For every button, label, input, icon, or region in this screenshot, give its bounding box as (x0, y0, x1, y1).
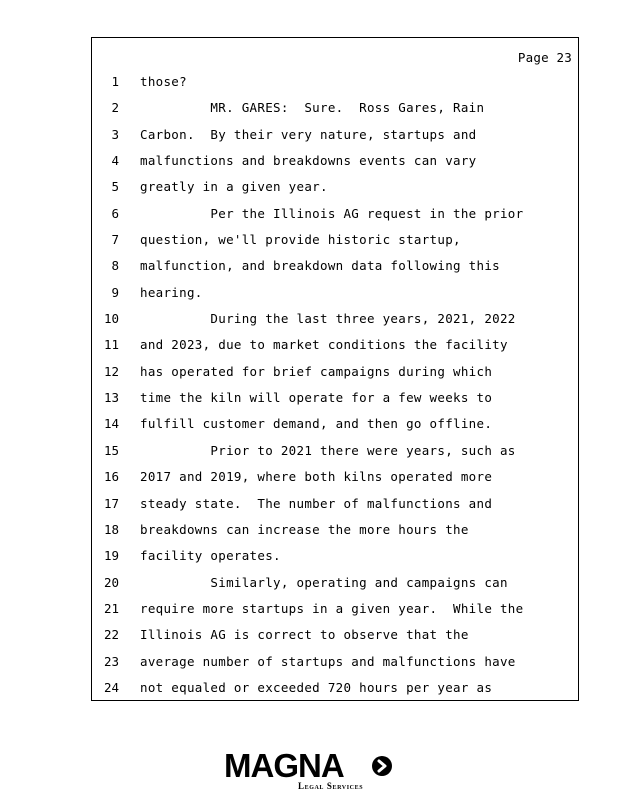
line-number: 10 (103, 311, 119, 327)
transcript-line (92, 230, 578, 256)
line-text: require more startups in a given year. While the (140, 600, 524, 616)
transcript-line (92, 72, 578, 98)
transcript-line (92, 625, 578, 651)
chevron-right-circle-icon (371, 755, 393, 777)
line-text: malfunctions and breakdowns events can vary (140, 153, 477, 169)
line-number: 8 (111, 258, 119, 274)
line-number: 23 (103, 653, 119, 669)
transcript-line (92, 546, 578, 572)
transcript-line (92, 204, 578, 230)
page-number: Page 23 (517, 50, 572, 65)
line-number: 19 (103, 548, 119, 564)
transcript-line (92, 335, 578, 361)
line-text: breakdowns can increase the more hours the (140, 521, 469, 537)
line-number: 21 (103, 600, 119, 616)
transcript-lines (92, 72, 578, 704)
transcript-line (92, 467, 578, 493)
line-text: average number of startups and malfunctions have (140, 653, 516, 669)
line-number: 17 (103, 495, 119, 511)
transcript-line (92, 309, 578, 335)
line-text: those? (140, 74, 187, 89)
transcript-line (92, 256, 578, 282)
line-text: not equaled or exceeded 720 hours per year as (140, 679, 493, 695)
logo-subtitle: Legal Services (298, 781, 364, 791)
magna-logo (224, 748, 394, 794)
transcript-line (92, 599, 578, 625)
line-text: fulfill customer demand, and then go offline. (140, 416, 493, 432)
line-text: Prior to 2021 there were years, such as (140, 442, 516, 458)
line-number: 3 (111, 126, 119, 142)
line-text: question, we'll provide historic startup, (140, 232, 461, 248)
transcript-page (91, 37, 579, 701)
line-text: Carbon. By their very nature, startups and (140, 126, 477, 142)
line-text: MR. GARES: Sure. Ross Gares, Rain (140, 100, 485, 116)
line-text: Per the Illinois AG request in the prior (140, 205, 524, 221)
line-number: 22 (103, 627, 119, 643)
line-number: 20 (103, 574, 119, 590)
line-text: hearing. (140, 284, 203, 300)
line-text: malfunction, and breakdown data following this (140, 258, 500, 274)
line-number: 4 (111, 153, 119, 169)
transcript-line (92, 678, 578, 704)
line-text: has operated for brief campaigns during which (140, 363, 493, 379)
line-text: facility operates. (140, 548, 281, 564)
transcript-line (92, 125, 578, 151)
line-text: During the last three years, 2021, 2022 (140, 311, 516, 327)
line-text: Similarly, operating and campaigns can (140, 574, 508, 590)
transcript-line (92, 388, 578, 414)
line-number: 12 (103, 363, 119, 379)
line-number: 6 (111, 205, 119, 221)
transcript-line (92, 177, 578, 203)
transcript-line (92, 520, 578, 546)
transcript-line (92, 151, 578, 177)
transcript-line (92, 441, 578, 467)
line-text: greatly in a given year. (140, 179, 328, 195)
line-number: 5 (111, 179, 119, 195)
line-text: steady state. The number of malfunctions and (140, 495, 493, 511)
line-text: time the kiln will operate for a few weeks to (140, 390, 493, 406)
transcript-line (92, 98, 578, 124)
transcript-line (92, 362, 578, 388)
line-number: 13 (103, 390, 119, 406)
transcript-line (92, 573, 578, 599)
transcript-line (92, 494, 578, 520)
line-number: 1 (111, 74, 119, 89)
line-number: 11 (103, 337, 119, 353)
line-text: 2017 and 2019, where both kilns operated more (140, 469, 493, 485)
line-number: 2 (111, 100, 119, 116)
line-number: 9 (111, 284, 119, 300)
line-number: 7 (111, 232, 119, 248)
line-number: 18 (103, 521, 119, 537)
transcript-line (92, 652, 578, 678)
logo-wordmark: MAGNA (224, 747, 344, 784)
transcript-line (92, 283, 578, 309)
line-text: and 2023, due to market conditions the facility (140, 337, 508, 353)
line-text: Illinois AG is correct to observe that the (140, 627, 469, 643)
line-number: 14 (103, 416, 119, 432)
line-number: 16 (103, 469, 119, 485)
transcript-line (92, 414, 578, 440)
line-number: 15 (103, 442, 119, 458)
line-number: 24 (103, 679, 119, 695)
